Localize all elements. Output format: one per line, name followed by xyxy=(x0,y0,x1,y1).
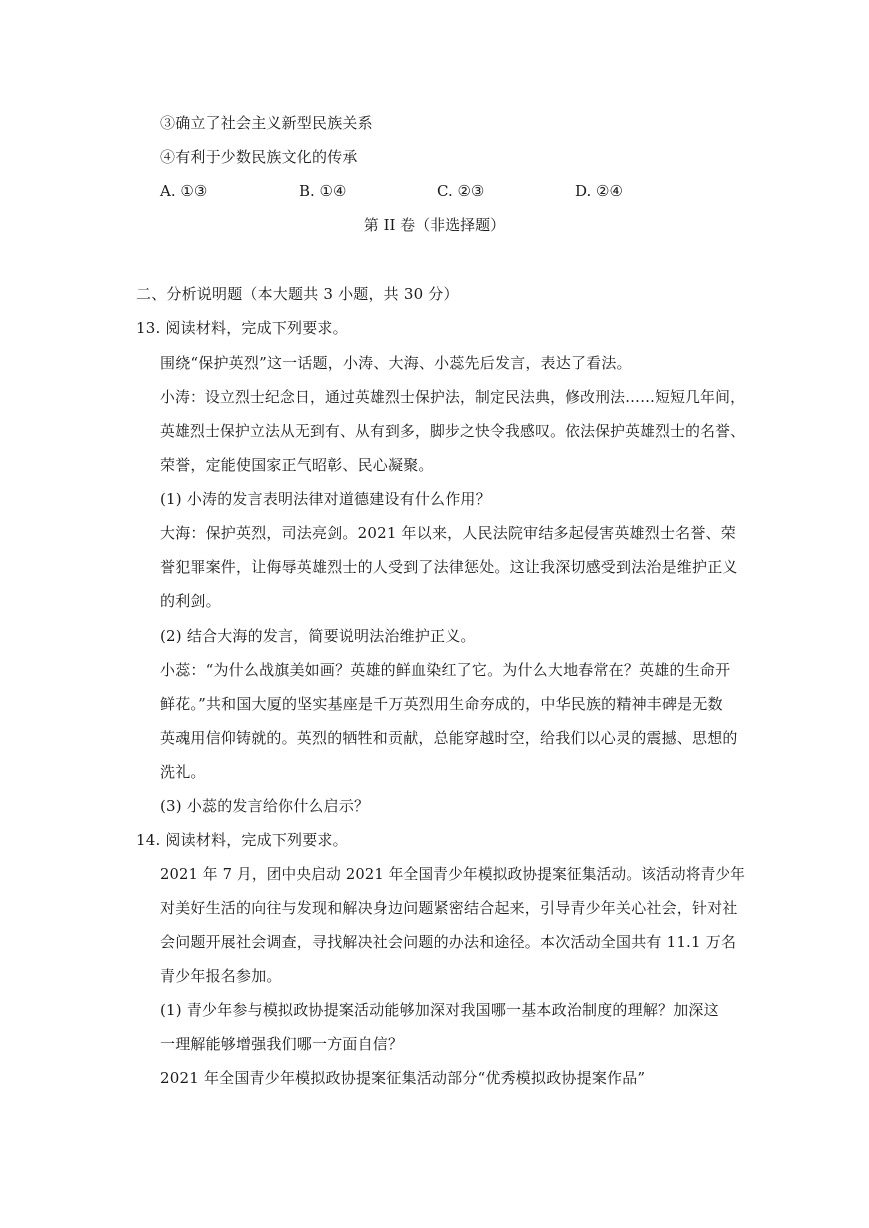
q13-xiaotao-line-1: 小涛：设立烈士纪念日，通过英雄烈士保护法，制定民法典，修改刑法……短短几年间， xyxy=(160,388,746,406)
q13-intro: 围绕“保护英烈”这一话题，小涛、大海、小蕊先后发言，表达了看法。 xyxy=(160,354,632,372)
part-2-title: 第 II 卷（非选择题） xyxy=(363,216,506,234)
q13-number: 13. 阅读材料，完成下列要求。 xyxy=(136,319,348,337)
q13-dahai-line-2: 誉犯罪案件，让侮辱英雄烈士的人受到了法律惩处。这让我深切感受到法治是维护正义 xyxy=(160,558,738,576)
q13-question-3: (3) 小蕊的发言给你什么启示？ xyxy=(160,797,370,815)
q14-material-line-3: 会问题开展社会调查，寻找解决社会问题的办法和途径。本次活动全国共有 11.1 万名 xyxy=(160,933,737,951)
q14-material-line-4: 青少年报名参加。 xyxy=(160,967,282,985)
q13-xiaotao-line-2: 英雄烈士保护立法从无到有、从有到多，脚步之快令我感叹。依法保护英雄烈士的名誉、 xyxy=(160,422,746,440)
q14-material-line-2: 对美好生活的向往与发现和解决身边问题紧密结合起来，引导青少年关心社会，针对社 xyxy=(160,899,738,917)
q14-question-1-line-2: 一理解能够增强我们哪一方面自信？ xyxy=(160,1035,404,1053)
q14-number: 14. 阅读材料，完成下列要求。 xyxy=(136,831,348,849)
q13-xiaorui-line-4: 洗礼。 xyxy=(160,763,206,781)
q14-question-1-line-1: (1) 青少年参与模拟政协提案活动能够加深对我国哪一基本政治制度的理解？加深这 xyxy=(160,1001,719,1019)
q12-option-b: B. ①④ xyxy=(299,182,347,200)
q13-question-1: (1) 小涛的发言表明法律对道德建设有什么作用？ xyxy=(160,490,491,508)
q13-dahai-line-1: 大海：保护英烈，司法亮剑。2021 年以来，人民法院审结多起侵害英雄烈士名誉、荣 xyxy=(160,524,736,542)
q13-xiaotao-line-3: 荣誉，定能使国家正气昭彰、民心凝聚。 xyxy=(160,456,434,474)
q12-option-d: D. ②④ xyxy=(575,182,623,200)
q13-xiaorui-line-2: 鲜花。”共和国大厦的坚实基座是千万英烈用生命夯成的，中华民族的精神丰碑是无数 xyxy=(160,695,723,713)
q14-material-line-1: 2021 年 7 月，团中央启动 2021 年全国青少年模拟政协提案征集活动。该活动将青少年 xyxy=(160,865,746,883)
q13-xiaorui-line-3: 英魂用信仰铸就的。英烈的牺牲和贡献，总能穿越时空，给我们以心灵的震撼、思想的 xyxy=(160,729,738,747)
q12-option-c: C. ②③ xyxy=(437,182,485,200)
q12-option-a: A. ①③ xyxy=(160,182,208,200)
q13-question-2: (2) 结合大海的发言，简要说明法治维护正义。 xyxy=(160,627,476,645)
q14-caption: 2021 年全国青少年模拟政协提案征集活动部分“优秀模拟政协提案作品” xyxy=(160,1069,646,1087)
q12-item-4: ④有利于少数民族文化的传承 xyxy=(160,148,358,166)
q12-item-3: ③确立了社会主义新型民族关系 xyxy=(160,114,373,132)
section-2-heading: 二、分析说明题（本大题共 3 小题，共 30 分） xyxy=(136,285,459,303)
q13-dahai-line-3: 的利剑。 xyxy=(160,592,221,610)
q13-xiaorui-line-1: 小蕊：“为什么战旗美如画？英雄的鲜血染红了它。为什么大地春常在？英雄的生命开 xyxy=(160,661,731,679)
